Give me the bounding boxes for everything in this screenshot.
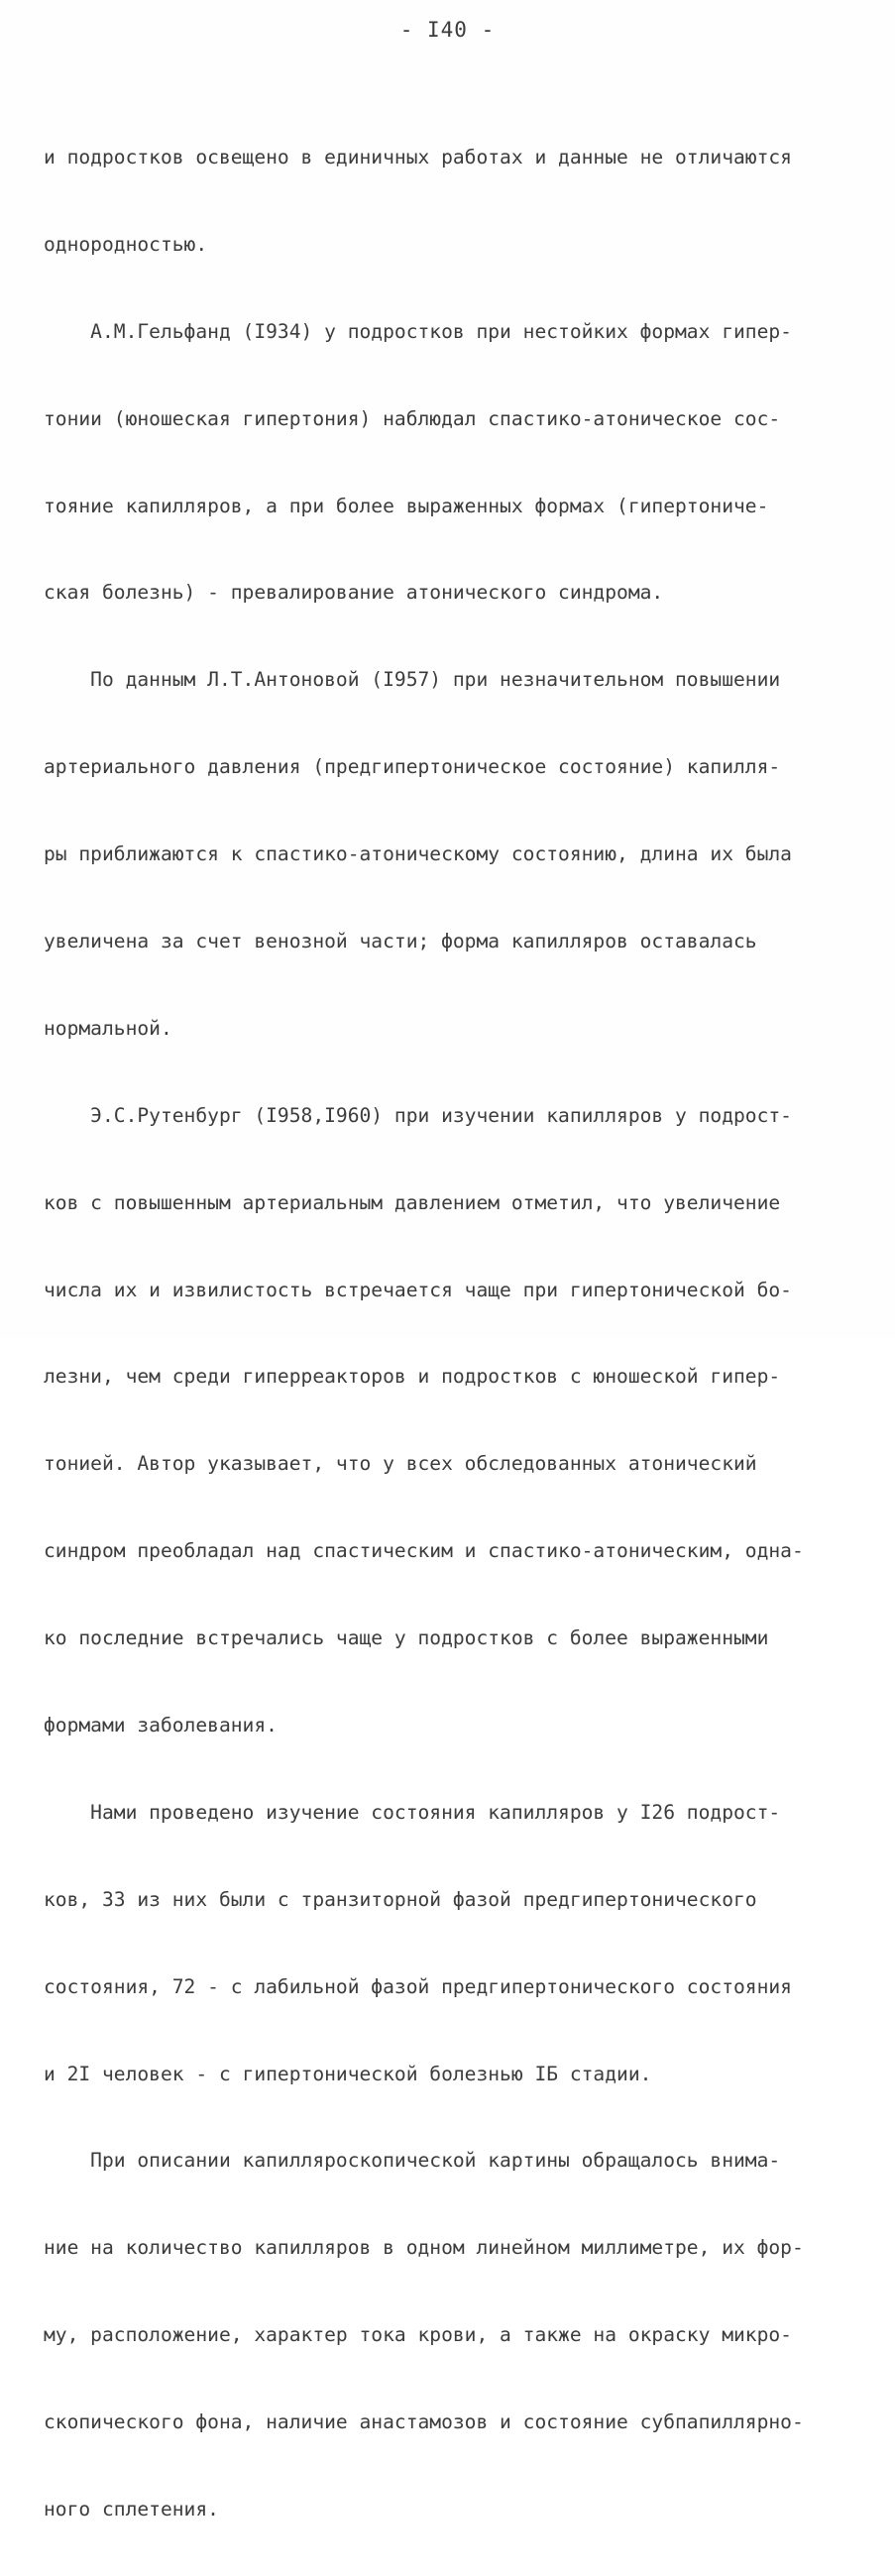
text-line: синдром преобладал над спастическим и спастико-атоническим, одна- bbox=[44, 1539, 804, 1563]
text-line: ков с повышенным артериальным давлением отметил, что увеличение bbox=[44, 1190, 781, 1214]
text-line: и 2I человек - с гипертонической болезнью IБ стадии. bbox=[44, 2062, 652, 2085]
text-line: нормальной. bbox=[44, 1016, 172, 1040]
text-line: тонией. Автор указывает, что у всех обследованных атонический bbox=[44, 1452, 757, 1476]
text-line: и подростков освещено в единичных работах и данные не отличаются bbox=[44, 146, 792, 168]
text-line: При описании капилляроскопической картины обращалось внима- bbox=[44, 2149, 781, 2173]
text-line: лезни, чем среди гиперреакторов и подростков с юношеской гипер- bbox=[44, 1365, 781, 1389]
text-line: ко последние встречались чаще у подростков с более выраженными bbox=[44, 1626, 769, 1650]
text-line: артериального давления (предгипертоническое состояние) капилля- bbox=[44, 755, 781, 779]
text-line: ры приближаются к спастико-атоническому состоянию, длина их была bbox=[44, 842, 792, 866]
text-line: Э.С.Рутенбург (I958,I960) при изучении капилляров у подрост- bbox=[44, 1103, 792, 1127]
text-line: Нами проведено изучение состояния капилляров у I26 подрост- bbox=[44, 1800, 781, 1824]
text-line: скопического фона, наличие анастамозов и состояние субпапиллярно- bbox=[44, 2410, 804, 2434]
text-line: однородностью. bbox=[44, 232, 208, 256]
text-line: ного сплетения. bbox=[44, 2498, 219, 2521]
text-line: ков, 33 из них были с транзиторной фазой предгипертонического bbox=[44, 1887, 757, 1911]
text-line: ская болезнь) - превалирование атонического синдрома. bbox=[44, 581, 664, 605]
text-line: По данным Л.Т.Антоновой (I957) при незначительном повышении bbox=[44, 668, 781, 692]
text-line: числа их и извилистость встречается чаще при гипертонической бо- bbox=[44, 1278, 792, 1301]
text-line: состояния, 72 - с лабильной фазой предгипертонического состояния bbox=[44, 1974, 792, 1998]
page-number: - I40 - bbox=[399, 18, 496, 42]
text-line: му, расположение, характер тока крови, а также на окраску микро- bbox=[44, 2323, 792, 2347]
text-line: ние на количество капилляров в одном линейном миллиметре, их фор- bbox=[44, 2236, 804, 2260]
text-line: А.М.Гельфанд (I934) у подростков при нестойких формах гипер- bbox=[44, 319, 792, 343]
text-line: увеличена за счет венозной части; форма капилляров оставалась bbox=[44, 930, 757, 953]
text-line: тояние капилляров, а при более выраженных формах (гипертониче- bbox=[44, 494, 769, 517]
text-line: формами заболевания. bbox=[44, 1714, 278, 1737]
body-text bbox=[44, 91, 856, 2576]
text-line: тонии (юношеская гипертония) наблюдал спастико-атоническое сос- bbox=[44, 406, 781, 430]
